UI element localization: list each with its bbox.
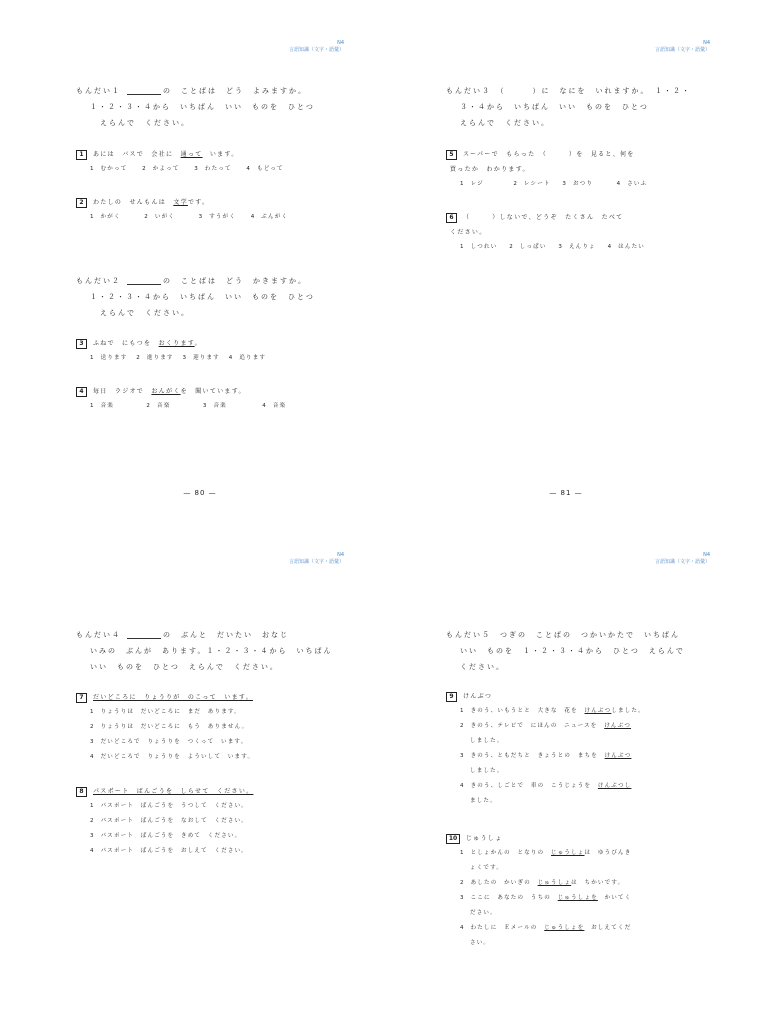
question-number: 4 (76, 387, 87, 397)
question-1 (76, 147, 284, 177)
page-bottom-right (384, 512, 768, 1024)
answer-option-cont: ょくです。 (470, 865, 504, 871)
mondai-5 (446, 627, 685, 675)
level-label: N4 (337, 552, 344, 558)
answer-option: 2 りょうりは だいどころに もう ありません。 (90, 724, 249, 730)
question-text: を 聞いています。 (180, 388, 246, 395)
question-number: 2 (76, 198, 87, 208)
blank-line (127, 631, 161, 639)
section-label: 言語知識（文字・語彙） (288, 559, 344, 565)
level-label: N4 (703, 40, 710, 46)
answer-option: 2 あしたの かいぎの じゅうしょは ちかいです。 (460, 880, 625, 886)
mondai-instruction-line: いみの ぶんが あります。１・２・３・４から いちばん (90, 647, 333, 655)
question-number: 7 (76, 693, 87, 703)
answer-option: 4 パスポート ばんごうを おしえて ください。 (90, 848, 248, 854)
answer-option: 2 パスポート ばんごうを なおして ください。 (90, 818, 248, 824)
question-number: 9 (446, 692, 457, 702)
mondai-instruction-line: えらんで ください。 (100, 119, 190, 127)
answer-option-cont: ださい。 (470, 910, 497, 916)
answer-option: 1 きのう、いもうとと 大きな 花を けんぶつしました。 (460, 708, 645, 714)
mondai-label: もんだい２ (76, 277, 121, 285)
mondai-3 (446, 83, 691, 131)
mondai-instruction-line: いい ものを ひとつ えらんで ください。 (90, 663, 279, 671)
question-text: 。 (194, 340, 202, 347)
section-label: 言語知識（文字・語彙） (654, 47, 710, 53)
mondai-instruction-line: えらんで ください。 (460, 119, 550, 127)
page-number: — 80 — (183, 489, 217, 497)
section-label: 言語知識（文字・語彙） (288, 47, 344, 53)
mondai-instruction-line: ３・４から いちばん いい ものを ひとつ (460, 103, 649, 111)
question-text: ください。 (450, 229, 487, 236)
mondai-instruction-line: ください。 (460, 663, 505, 671)
question-text: ふねで にもつを (93, 340, 152, 347)
mondai-instruction-line: １・２・３・４から いちばん いい ものを ひとつ (90, 103, 315, 111)
answer-options: 1 音楽 2 音楽 3 音楽 4 音楽 (90, 403, 287, 409)
underlined-word: おんがく (151, 388, 181, 395)
mondai-instruction: の ぶんと だいたい おなじ (163, 631, 289, 639)
question-9 (446, 689, 645, 809)
question-text: あには バスで 会社に (93, 151, 174, 158)
answer-options: 1 むかって 2 かよって 3 わたって 4 もどって (90, 166, 284, 172)
level-label: N4 (703, 552, 710, 558)
underlined-word: 通って (180, 151, 203, 158)
answer-option: 1 としょかんの となりの じゅうしょは ゆうびんき (460, 850, 632, 856)
answer-option-cont: しました。 (470, 768, 504, 774)
question-7 (76, 690, 254, 765)
target-word: けんぶつ (463, 693, 493, 700)
page-81 (384, 0, 768, 512)
answer-option: 4 わたしに Ｅメールの じゅうしょを おしえてくだ (460, 925, 632, 931)
page-header (655, 552, 710, 566)
question-text: います。 (209, 151, 239, 158)
question-3 (76, 336, 266, 366)
question-2 (76, 195, 288, 225)
question-text: 毎日 ラジオで (93, 388, 145, 395)
mondai-label: もんだい１ (76, 87, 121, 95)
question-6 (446, 210, 645, 255)
underlined-word: 文学 (173, 199, 188, 206)
mondai-instruction: の ことばは どう よみますか。 (163, 87, 307, 95)
question-number: 6 (446, 213, 457, 223)
question-number: 3 (76, 339, 87, 349)
answer-option: 4 きのう、しごとで 車の こうじょうを けんぶつし (460, 783, 632, 789)
answer-options: 1 かがく 2 いがく 3 すうがく 4 ぶんがく (90, 214, 289, 220)
question-8 (76, 784, 253, 859)
mondai-instruction: もんだい５ つぎの ことばの つかいかたで いちばん (446, 631, 680, 639)
question-number: 5 (446, 150, 457, 160)
underlined-word: おくります (158, 340, 195, 347)
page-header (289, 40, 344, 54)
mondai-instruction: の ことばは どう かきますか。 (163, 277, 307, 285)
question-4 (76, 384, 286, 414)
blank-line (127, 277, 161, 285)
question-text: です。 (187, 199, 210, 206)
question-text: スーパーで もらった （ ）を 見ると、何を (463, 151, 635, 158)
question-number: 1 (76, 150, 87, 160)
blank-line (127, 87, 161, 95)
question-stem: だいどころに りょうりが のこって います。 (93, 694, 254, 701)
answer-options: 1 送ります 2 進ります 3 迎ります 4 追ります (90, 355, 267, 361)
answer-options: 1 レジ 2 レシート 3 おつり 4 さいふ (460, 181, 648, 187)
mondai-4 (76, 627, 332, 675)
section-label: 言語知識（文字・語彙） (654, 559, 710, 565)
level-label: N4 (337, 40, 344, 46)
mondai-instruction: もんだい３ （ ）に なにを いれますか。 １・２・ (446, 87, 691, 95)
answer-option-cont: さい。 (470, 940, 491, 946)
answer-option: 3 ここに あなたの うちの じゅうしょを かいてく (460, 895, 632, 901)
question-number: 8 (76, 787, 87, 797)
question-10 (446, 831, 631, 951)
answer-option: 3 だいどころで りょうりを つくって います。 (90, 739, 248, 745)
answer-options: 1 しつれい 2 しっぱい 3 えんりょ 4 はんたい (460, 244, 645, 250)
mondai-instruction-line: いい ものを １・２・３・４から ひとつ えらんで (460, 647, 685, 655)
question-text: わたしの せんもんは (93, 199, 167, 206)
mondai-instruction-line: えらんで ください。 (100, 309, 190, 317)
mondai-2 (76, 273, 315, 321)
page-header (655, 40, 710, 54)
page-bottom-left (0, 512, 384, 1024)
mondai-1 (76, 83, 315, 131)
question-text: 買ったか わかります。 (450, 166, 530, 173)
page-header (289, 552, 344, 566)
question-stem: パスポート ばんごうを しらせて ください。 (93, 788, 254, 795)
answer-option: 1 パスポート ばんごうを うつして ください。 (90, 803, 248, 809)
answer-option-cont: しました。 (470, 738, 504, 744)
answer-option: 2 きのう、テレビで にほんの ニュースを けんぶつ (460, 723, 632, 729)
answer-option-cont: ました。 (470, 798, 497, 804)
mondai-label: もんだい４ (76, 631, 121, 639)
question-5 (446, 147, 647, 192)
answer-option: 3 パスポート ばんごうを きめて ください。 (90, 833, 242, 839)
question-number: 10 (446, 834, 460, 844)
question-text: （ ）しないで、どうぞ たくさん たべて (463, 214, 624, 221)
answer-option: 3 きのう、ともだちと きょうとの まちを けんぶつ (460, 753, 632, 759)
target-word: じゅうしょ (466, 835, 503, 842)
page-80 (0, 0, 384, 512)
page-number: — 81 — (549, 489, 583, 497)
mondai-instruction-line: １・２・３・４から いちばん いい ものを ひとつ (90, 293, 315, 301)
answer-option: 1 りょうりは だいどころに まだ あります。 (90, 709, 241, 715)
answer-option: 4 だいどころで りょうりを よういして います。 (90, 754, 255, 760)
